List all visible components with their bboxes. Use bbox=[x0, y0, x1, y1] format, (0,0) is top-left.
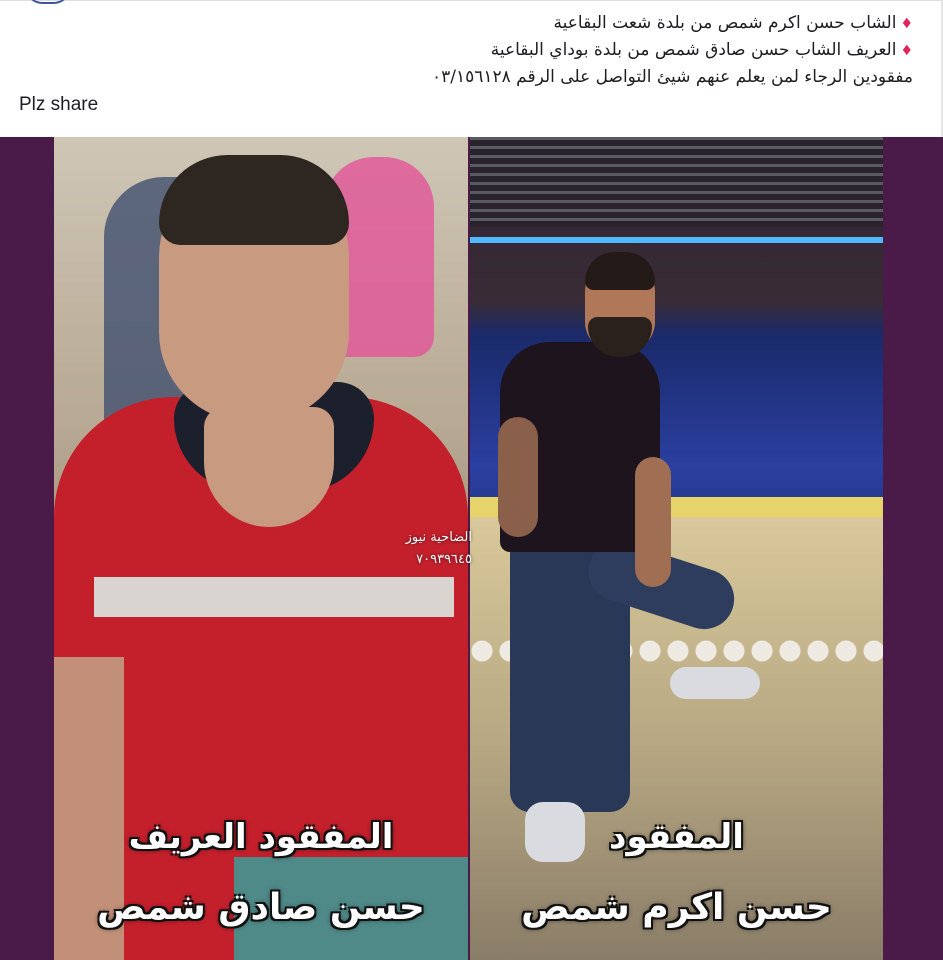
post-line-2-text: العريف الشاب حسن صادق شمص من بلدة بوداي البقاعية bbox=[490, 40, 897, 60]
post-line-1-text: الشاب حسن اكرم شمص من بلدة شعت البقاعية bbox=[553, 13, 897, 33]
post-line-3: مفقودين الرجاء لمن يعلم عنهم شيئ التواصل على الرقم ٠٣/١٥٦١٢٨ bbox=[431, 67, 913, 87]
man-hair bbox=[585, 252, 655, 290]
share-note: Plz share bbox=[19, 94, 99, 115]
header-divider bbox=[0, 0, 943, 1]
right-caption-title: المفقود bbox=[609, 817, 744, 857]
avatar[interactable] bbox=[26, 0, 70, 4]
sneaker bbox=[670, 667, 760, 699]
post-photo[interactable] bbox=[0, 137, 943, 960]
post-line-2 bbox=[213, 37, 913, 64]
aquarium-light bbox=[470, 237, 883, 243]
post-line-1 bbox=[213, 10, 913, 37]
man-hair bbox=[159, 155, 349, 245]
red-diamond-icon: ♦ bbox=[900, 43, 913, 59]
left-caption-name: حسن صادق شمص bbox=[97, 887, 425, 928]
arm bbox=[635, 457, 671, 587]
post-text bbox=[213, 10, 913, 90]
tattooed-arm bbox=[498, 417, 538, 537]
left-caption-title: المفقود العريف bbox=[128, 817, 394, 857]
right-caption-name: حسن اكرم شمص bbox=[521, 887, 832, 928]
shirt-stripe bbox=[94, 577, 454, 617]
watermark-name: الضاحية نيوز bbox=[405, 530, 472, 545]
red-diamond-icon: ♦ bbox=[900, 16, 913, 32]
ceiling-panels bbox=[470, 137, 883, 227]
watermark-number: ٧٠٩٣٩٦٤٥ bbox=[416, 552, 472, 567]
news-watermark bbox=[372, 527, 472, 571]
